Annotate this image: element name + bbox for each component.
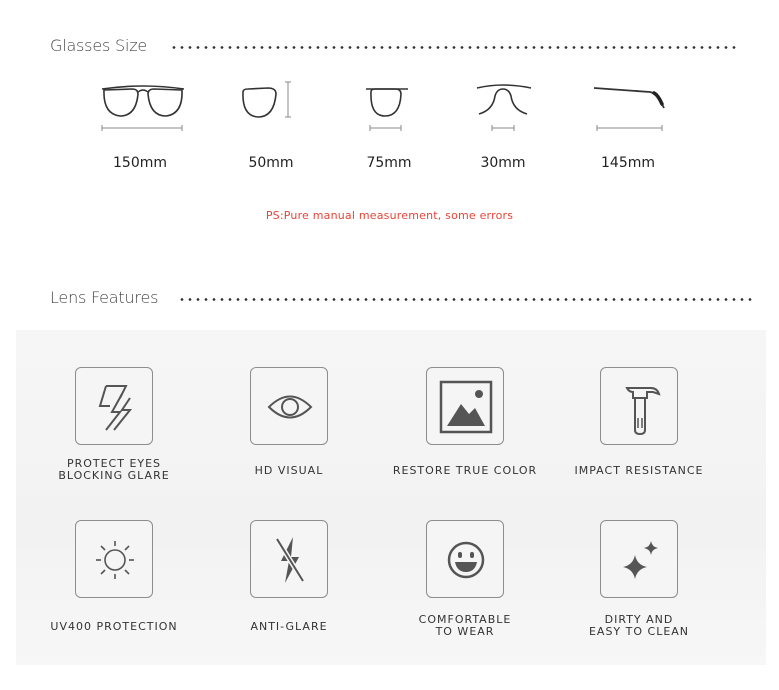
feature-label-anti-glare: ANTI-GLARE [250,620,328,633]
lens-features-title: Lens Features [50,288,159,307]
feature-label-restore-color: RESTORE TRUE COLOR [392,464,538,477]
sparkle-icon [601,521,679,599]
temple-length-icon [592,80,672,137]
size-label-total-width: 150mm [113,155,167,171]
glasses-size-divider [170,46,740,49]
feature-box-easy-clean [600,520,678,598]
picture-icon [427,368,505,446]
lightning-shield-icon [76,368,154,446]
size-label-temple-length: 145mm [601,155,655,171]
hammer-icon [601,368,679,446]
eye-icon [251,368,329,446]
feature-label-easy-clean: DIRTY AND EASY TO CLEAN [588,613,690,638]
feature-box-comfortable [426,520,504,598]
feature-box-protect-eyes [75,367,153,445]
feature-box-restore-color [426,367,504,445]
size-label-lens-width: 75mm [366,155,412,171]
feature-label-comfortable: COMFORTABLE TO WEAR [418,613,512,638]
bridge-width-icon [475,80,535,137]
size-label-bridge-width: 30mm [480,155,526,171]
size-label-lens-height: 50mm [248,155,294,171]
lens-features-divider [178,298,754,301]
feature-box-uv400 [75,520,153,598]
glasses-size-title: Glasses Size [50,36,148,55]
feature-box-hd-visual [250,367,328,445]
smiley-icon [427,521,505,599]
feature-box-impact [600,367,678,445]
total-width-icon [98,80,188,137]
sun-icon [76,521,154,599]
anti-glare-icon [251,521,329,599]
feature-label-uv400: UV400 PROTECTION [50,620,178,633]
feature-label-impact: IMPACT RESISTANCE [574,464,704,477]
lens-width-icon [363,80,413,137]
lens-height-icon [238,80,298,137]
feature-box-anti-glare [250,520,328,598]
measurement-note: PS:Pure manual measurement, some errors [265,209,514,222]
feature-label-protect-eyes: PROTECT EYES BLOCKING GLARE [58,457,170,482]
feature-label-hd-visual: HD VISUAL [254,464,324,477]
